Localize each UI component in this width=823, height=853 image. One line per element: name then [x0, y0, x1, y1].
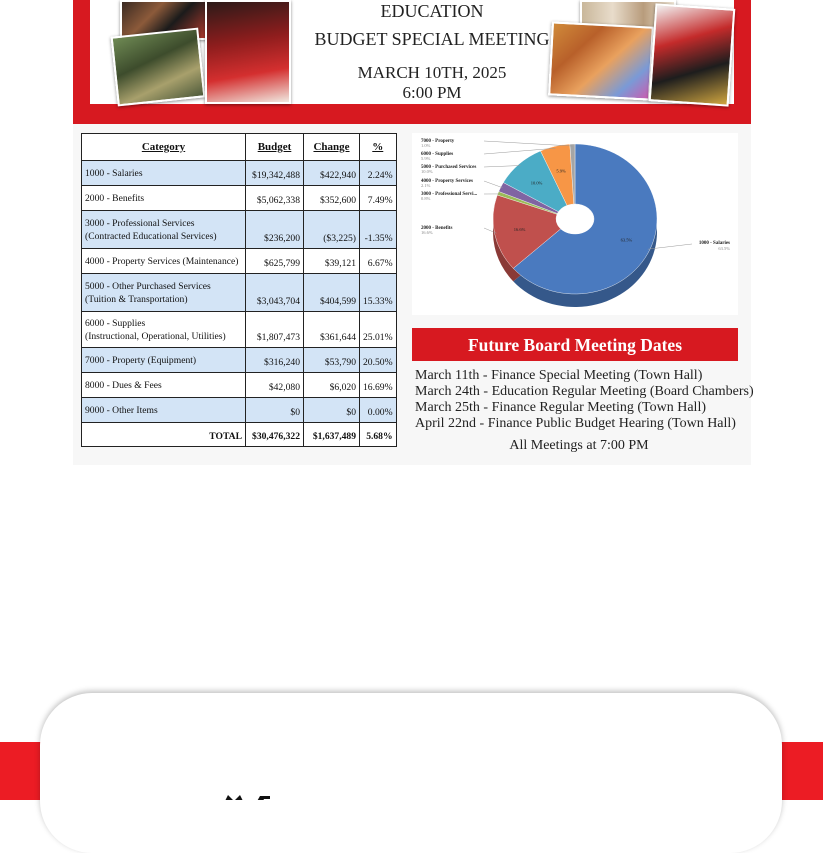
cell-change: $6,020 [304, 373, 360, 398]
meeting-item: March 24th - Education Regular Meeting (Board Chambers) [415, 384, 745, 400]
header-category: Category [82, 134, 246, 161]
meeting-item: April 22nd - Finance Public Budget Hearing (Town Hall) [415, 416, 745, 432]
cell-change: $0 [304, 398, 360, 423]
footer-card [40, 693, 782, 853]
cell-category [82, 186, 246, 211]
table-row [82, 274, 397, 312]
table-row [82, 249, 397, 274]
header-panel [90, 0, 734, 104]
pie-legend-label: 2000 - Benefits [421, 226, 452, 231]
pie-legend-label: 7000 - Property [421, 139, 455, 144]
category-label: 3000 - Professional Services [85, 218, 195, 229]
pie-legend-value: 10.0% [421, 169, 433, 174]
cell-category [82, 249, 246, 274]
cell-category [82, 398, 246, 423]
flyer-header [73, 0, 751, 124]
header-budget: Budget [246, 134, 304, 161]
category-label: 5000 - Other Purchased Services [85, 281, 211, 292]
cell-percent: 16.69% [360, 373, 397, 398]
cell-budget: $236,200 [246, 211, 304, 249]
header-change: Change [304, 134, 360, 161]
cell-budget: $3,043,704 [246, 274, 304, 312]
table-row [82, 186, 397, 211]
pie-data-label: 16.6% [514, 227, 526, 232]
total-label: TOTAL [82, 423, 246, 447]
cell-budget: $1,807,473 [246, 312, 304, 348]
table-total-row [82, 423, 397, 447]
total-percent: 5.68% [360, 423, 397, 447]
cell-change: $39,121 [304, 249, 360, 274]
category-label: 8000 - Dues & Fees [85, 380, 162, 391]
table-row [82, 348, 397, 373]
cell-category [82, 312, 246, 348]
meetings-list [415, 368, 745, 432]
category-sublabel: (Tuition & Transportation) [85, 294, 188, 305]
category-label: 7000 - Property (Equipment) [85, 355, 196, 366]
budget-flyer [73, 0, 751, 465]
category-label: 1000 - Salaries [85, 168, 143, 179]
leader-line [484, 141, 572, 146]
budget-table [81, 133, 397, 447]
table-row [82, 398, 397, 423]
pie-legend-label: 6000 - Supplies [421, 152, 453, 157]
cell-budget: $625,799 [246, 249, 304, 274]
table-row [82, 373, 397, 398]
category-label: 2000 - Benefits [85, 193, 144, 204]
cell-percent: 2.24% [360, 161, 397, 186]
pie-data-label: 5.9% [556, 169, 566, 174]
category-label: 9000 - Other Items [85, 405, 158, 416]
table-row [82, 211, 397, 249]
pie-legend-value: 16.6% [421, 230, 433, 235]
pie-data-label: 63.5% [621, 238, 633, 243]
photo-graduate [205, 0, 291, 104]
cell-percent: 15.33% [360, 274, 397, 312]
cell-change: $422,940 [304, 161, 360, 186]
pie-legend-value: 0.8% [421, 196, 431, 201]
cell-budget: $42,080 [246, 373, 304, 398]
photo-hikers [111, 28, 206, 107]
cell-change: ($3,225) [304, 211, 360, 249]
table-row [82, 161, 397, 186]
cell-category [82, 211, 246, 249]
cell-percent: 20.50% [360, 348, 397, 373]
meetings-title: Future Board Meeting Dates [412, 328, 738, 361]
total-change: $1,637,489 [304, 423, 360, 447]
pie-legend-label: 5000 - Purchased Services [421, 165, 476, 170]
donut-hole [556, 204, 594, 234]
cell-change: $352,600 [304, 186, 360, 211]
header-date: MARCH 10TH, 2025 [302, 63, 562, 83]
pie-legend-value: 2.1% [421, 183, 431, 188]
total-budget: $30,476,322 [246, 423, 304, 447]
card-logo-fragment [222, 790, 300, 800]
pie-legend-value: 1.0% [421, 143, 431, 148]
cell-category [82, 161, 246, 186]
cell-category [82, 373, 246, 398]
header-time: 6:00 PM [302, 83, 562, 103]
leader-line [484, 166, 521, 167]
category-sublabel: (Instructional, Operational, Utilities) [85, 331, 226, 342]
pie-chart [412, 133, 738, 315]
cell-budget: $316,240 [246, 348, 304, 373]
table-row [82, 312, 397, 348]
cell-change: $404,599 [304, 274, 360, 312]
cell-percent: 25.01% [360, 312, 397, 348]
header-percent: % [360, 134, 397, 161]
category-label: 4000 - Property Services (Maintenance) [85, 256, 238, 267]
meeting-item: March 11th - Finance Special Meeting (Town Hall) [415, 368, 745, 384]
category-sublabel: (Contracted Educational Services) [85, 231, 217, 242]
pie-legend-label: 3000 - Professional Servi... [421, 192, 478, 197]
header-line-meeting: BUDGET SPECIAL MEETING [302, 29, 562, 50]
cell-category [82, 348, 246, 373]
cell-percent: -1.35% [360, 211, 397, 249]
cell-percent: 6.67% [360, 249, 397, 274]
cell-change: $361,644 [304, 312, 360, 348]
category-label: 6000 - Supplies [85, 318, 145, 329]
photo-marching-band [649, 3, 736, 106]
cell-percent: 0.00% [360, 398, 397, 423]
cell-budget: $0 [246, 398, 304, 423]
cell-percent: 7.49% [360, 186, 397, 211]
pie-data-label: 10.0% [531, 180, 543, 185]
pie-chart-svg [412, 133, 738, 315]
pie-legend-value: 5.9% [421, 156, 431, 161]
leader-line [484, 181, 503, 188]
meeting-item: March 25th - Finance Regular Meeting (Town Hall) [415, 400, 745, 416]
cell-budget: $5,062,338 [246, 186, 304, 211]
meetings-note: All Meetings at 7:00 PM [412, 438, 746, 454]
table-header-row [82, 134, 397, 161]
cell-category [82, 274, 246, 312]
photo-kids-gym [548, 21, 654, 100]
pie-legend-value: 63.5% [718, 246, 730, 251]
header-line-education: EDUCATION [302, 1, 562, 22]
pie-legend-label: 4000 - Property Services [421, 179, 473, 184]
cell-change: $53,790 [304, 348, 360, 373]
pie-legend-label: 1000 - Salaries [699, 241, 730, 246]
cell-budget: $19,342,488 [246, 161, 304, 186]
